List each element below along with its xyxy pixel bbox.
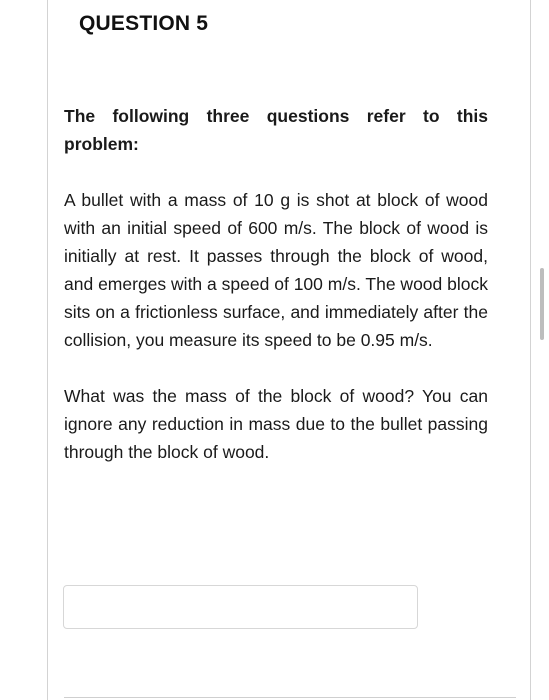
content-left-border: [47, 0, 48, 700]
problem-statement: A bullet with a mass of 10 g is shot at block of wood with an initial speed of 600 m/s. The block of wood is initially at rest. It passes through the block of wood, and emerges with a speed of 100 m/s. The wood block sits on a frictionless surface, and immediately after the collision, you measure its speed to be 0.95 m/s.: [64, 190, 488, 350]
question-prompt: What was the mass of the block of wood? You can ignore any reduction in mass due to the bullet passing through the block of wood.: [64, 386, 488, 462]
question-intro: The following three questions refer to this problem:: [64, 106, 488, 154]
bottom-divider: [64, 697, 516, 698]
scrollbar-thumb[interactable]: [540, 268, 544, 340]
answer-input[interactable]: [63, 585, 418, 629]
question-title: QUESTION 5: [79, 12, 209, 35]
question-body: [64, 102, 488, 494]
content-right-border: [530, 0, 531, 700]
